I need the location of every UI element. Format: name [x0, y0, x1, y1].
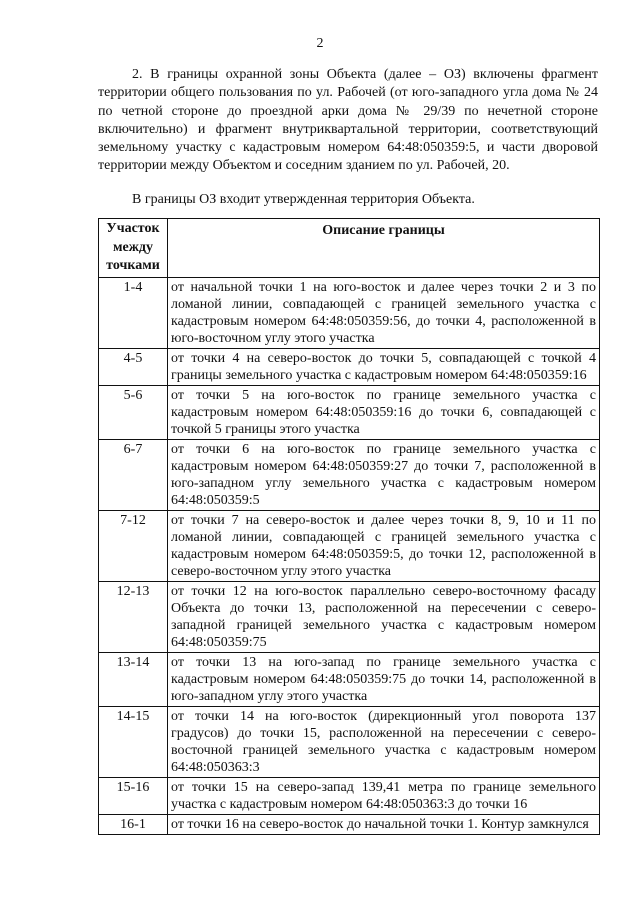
- row-description: от точки 4 на северо-восток до точки 5, совпадающей с точкой 4 границы земельного участка с кадастровым номером 64:48:050359:16: [168, 348, 600, 385]
- row-description: от точки 13 на юго-запад по границе земельного участка с кадастровым номером 64:48:050359:75 до точки 14, расположенной в юго-западном углу этого участка: [168, 652, 600, 706]
- table-row: [99, 652, 600, 706]
- row-section: 15-16: [99, 777, 168, 814]
- row-section: 13-14: [99, 652, 168, 706]
- table-row: [99, 814, 600, 834]
- header-section: Участок между точками: [99, 219, 168, 278]
- row-section: 16-1: [99, 814, 168, 834]
- row-description: от точки 7 на северо-восток и далее через точки 8, 9, 10 и 11 по ломаной линии, совпадающей с границей земельного участка с кадастровым номером 64:48:050359:5, до точки 12, расположенной в северо-восточном углу этого участка: [168, 510, 600, 581]
- paragraph-protection-zone: 2. В границы охранной зоны Объекта (далее – ОЗ) включены фрагмент территории общего пользования по ул. Рабочей (от юго-западного угла дома № 24 по четной стороне до проездной арки дома № 29/39 по нечетной стороне включительно) и фрагмент внутриквартальной территории, соответствующий земельному участку с кадастровым номером 64:48:050359:5, и части дворовой территории между Объектом и соседним зданием по ул. Рабочей, 20.: [98, 67, 598, 174]
- row-description: от точки 14 на юго-восток (дирекционный угол поворота 137 градусов) до точки 15, расположенной на пересечении с северо-восточной границей земельного участка с кадастровым номером 64:48:050363:3: [168, 706, 600, 777]
- table-row: [99, 348, 600, 385]
- row-section: 14-15: [99, 706, 168, 777]
- table-header-row: [99, 219, 600, 278]
- table-row: [99, 581, 600, 652]
- page-number: 2: [316, 36, 324, 51]
- table-row: [99, 510, 600, 581]
- row-section: 4-5: [99, 348, 168, 385]
- row-description: от точки 16 на северо-восток до начальной точки 1. Контур замкнулся: [168, 814, 600, 834]
- row-description: от точки 6 на юго-восток по границе земельного участка с кадастровым номером 64:48:050359:27 до точки 7, расположенной в юго-западном углу земельного участка с кадастровым номером 64:48:050359:5: [168, 439, 600, 510]
- row-section: 5-6: [99, 385, 168, 439]
- row-description: от точки 5 на юго-восток по границе земельного участка с кадастровым номером 64:48:050359:16 до точки 6, совпадающей с точкой 5 границы этого участка: [168, 385, 600, 439]
- row-section: 6-7: [99, 439, 168, 510]
- table-row: [99, 277, 600, 348]
- table-row: [99, 439, 600, 510]
- row-section: 12-13: [99, 581, 168, 652]
- table-row: [99, 777, 600, 814]
- row-section: 7-12: [99, 510, 168, 581]
- row-section: 1-4: [99, 277, 168, 348]
- header-description: Описание границы: [168, 219, 600, 278]
- row-description: от точки 12 на юго-восток параллельно северо-восточному фасаду Объекта до точки 13, расположенной на пересечении с северо-западной границей земельного участка с кадастровым номером 64:48:050359:75: [168, 581, 600, 652]
- boundary-table: [98, 218, 600, 835]
- row-description: от начальной точки 1 на юго-восток и далее через точки 2 и 3 по ломаной линии, совпадающей с границей земельного участка с кадастровым номером 64:48:050359:56, до точки 4, расположенной в юго-восточном углу этого участка: [168, 277, 600, 348]
- table-row: [99, 385, 600, 439]
- row-description: от точки 15 на северо-запад 139,41 метра по границе земельного участка с кадастровым номером 64:48:050363:3 до точки 16: [168, 777, 600, 814]
- table-row: [99, 706, 600, 777]
- paragraph-territory: В границы ОЗ входит утвержденная территория Объекта.: [132, 192, 475, 207]
